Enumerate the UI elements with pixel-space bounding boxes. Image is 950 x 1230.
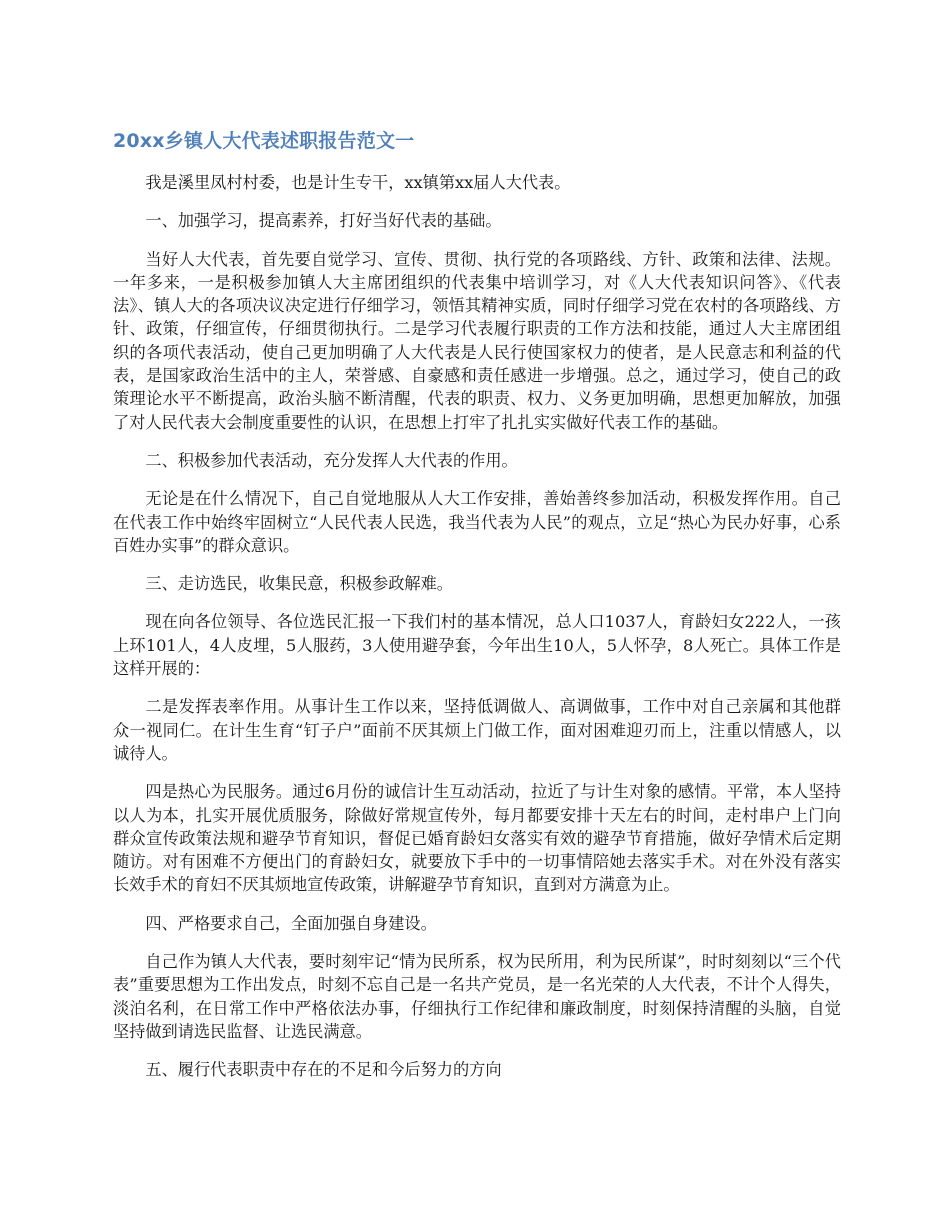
paragraph-section-4: 自己作为镇人大代表，要时刻牢记“情为民所系，权为民所用，利为民所谋”，时时刻刻以“三个代表”重要思想为工作出发点，时刻不忘自己是一名共产党员，是一名光荣的人大代表，不计个人得失，淡泊名利，在日常工作中严格依法办事，仔细执行工作纪律和廉政制度，时刻保持清醒的头脑，自觉坚持做到请选民监督、让选民满意。 <box>113 952 841 1041</box>
heading-section-2: 二、积极参加代表活动，充分发挥人大代表的作用。 <box>145 450 518 470</box>
heading-section-4: 四、严格要求自己，全面加强自身建设。 <box>145 913 437 933</box>
heading-section-5: 五、履行代表职责中存在的不足和今后努力的方向 <box>145 1060 502 1080</box>
paragraph-intro: 我是溪里凤村村委，也是计生专干，xx镇第xx届人大代表。 <box>145 173 571 192</box>
paragraph-section-1: 当好人大代表，首先要自觉学习、宣传、贯彻、执行党的各项路线、方针、政策和法律、法规。一年多来，一是积极参加镇人大主席团组织的代表集中培训学习，对《人大代表知识问答》、《代表法》、镇人大的各项决议决定进行仔细学习，领悟其精神实质，同时仔细学习党在农村的各项路线、方针、政策，仔细宣传，仔细贯彻执行。二是学习代表履行职责的工作方法和技能，通过人大主席团组织的各项代表活动，使自己更加明确了人大代表是人民行使国家权力的使者，是人民意志和利益的代表，是国家政治生活中的主人，荣誉感、自豪感和责任感进一步增强。总之，通过学习，使自己的政策理论水平不断提高，政治头脑不断清醒，代表的职责、权力、义务更加明确，思想更加解放，加强了对人民代表大会制度重要性的认识，在思想上打牢了扎扎实实做好代表工作的基础。 <box>113 249 841 432</box>
paragraph-section-2: 无论是在什么情况下，自己自觉地服从人大工作安排，善始善终参加活动，积极发挥作用。自己在代表工作中始终牢固树立“人民代表人民选，我当代表为人民”的观点，立足“热心为民办好事，心系百姓办实事”的群众意识。 <box>113 489 841 555</box>
paragraph-role-model: 二是发挥表率作用。从事计生工作以来，坚持低调做人、高调做事，工作中对自己亲属和其他群众一视同仁。在计生生育“钉子户”面前不厌其烦上门做工作，面对困难迎刃而上，注重以情感人，以诚待人。 <box>113 697 841 763</box>
paragraph-village-stats: 现在向各位领导、各位选民汇报一下我们村的基本情况，总人口1037人，育龄妇女222人，一孩上环101人，4人皮埋，5人服药，3人使用避孕套，今年出生10人，5人怀孕，8人死亡。具体工作是这样开展的： <box>113 612 841 679</box>
heading-section-1: 一、加强学习，提高素养，打好当好代表的基础。 <box>145 211 502 231</box>
document-page <box>113 127 841 1097</box>
heading-section-3: 三、走访选民，收集民意，积极参政解难。 <box>145 574 453 594</box>
document-title: 20xx乡镇人大代表述职报告范文一 <box>113 130 415 152</box>
paragraph-service: 四是热心为民服务。通过6月份的诚信计生互动活动，拉近了与计生对象的感情。平常，本人坚持以人为本，扎实开展优质服务，除做好常规宣传外，每月都要安排十天左右的时间，走村串户上门向群众宣传政策法规和避孕节育知识，督促已婚育龄妇女落实有效的避孕节育措施，做好孕情术后定期随访。对有困难不方便出门的育龄妇女，就要放下手中的一切事情陪她去落实手术。对在外没有落实长效手术的育妇不厌其烦地宣传政策，讲解避孕节育知识，直到对方满意为止。 <box>113 782 841 895</box>
